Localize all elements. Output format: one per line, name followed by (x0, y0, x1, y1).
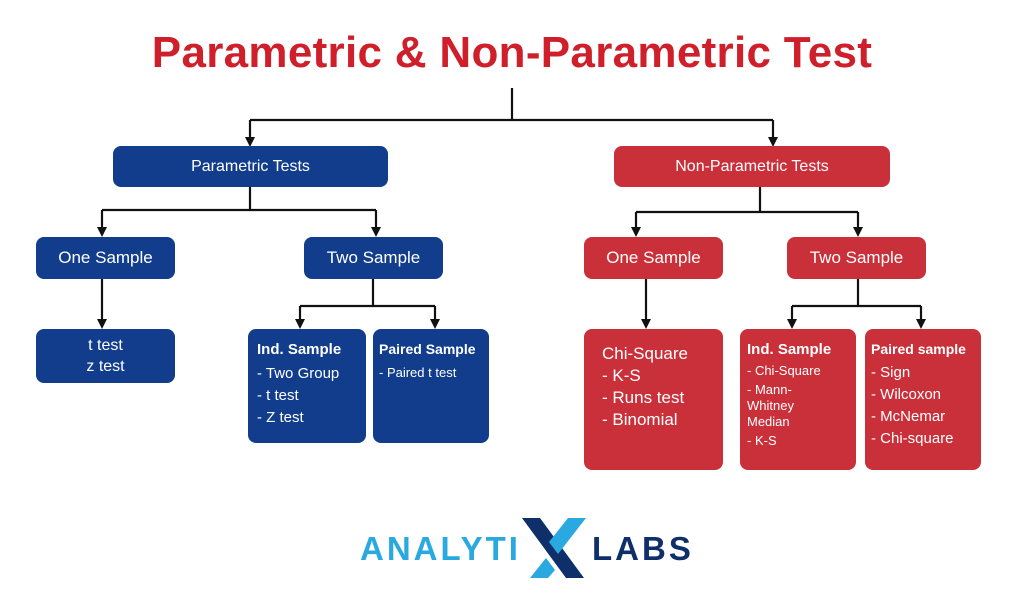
logo-word-analyti: ANALYTI (360, 530, 521, 567)
test-item: - t test (257, 387, 299, 404)
test-item: - Chi-Square (747, 363, 821, 378)
logo-x-mark-icon (518, 514, 590, 582)
test-item: - K-S (747, 433, 777, 448)
np-ind-sample-heading: Ind. Sample (747, 341, 832, 358)
p-two-sample-node (304, 237, 443, 279)
p-one-sample-label: One Sample (58, 248, 153, 267)
np-paired-sample-box (865, 329, 981, 470)
non-parametric-tests-node (614, 146, 890, 187)
p-one-sample-node (36, 237, 175, 279)
analytixlabs-logo (0, 512, 1024, 582)
test-item: - McNemar (871, 408, 946, 425)
p-two-sample-label: Two Sample (326, 248, 421, 267)
test-item: - K-S (602, 366, 641, 385)
test-item: - Chi-square (871, 430, 954, 447)
test-item: - Binomial (602, 410, 678, 429)
test-item: - Z test (257, 409, 304, 426)
test-item: - Sign (871, 364, 911, 381)
non-parametric-tests-label: Non-Parametric Tests (675, 157, 829, 175)
np-one-sample-label: One Sample (606, 248, 701, 267)
test-item: Chi-Square (602, 344, 688, 363)
np-one-sample-node (584, 237, 723, 279)
p-paired-sample-box (373, 329, 489, 443)
test-item: - Wilcoxon (871, 386, 942, 403)
test-item: z test (86, 358, 125, 375)
np-one-sample-tests (584, 329, 723, 470)
test-item: t test (88, 337, 123, 354)
p-one-sample-tests (36, 329, 175, 383)
test-item: - Mann-Whitney Median (747, 382, 794, 429)
p-ind-sample-box (248, 329, 366, 443)
test-item: - Two Group (257, 365, 340, 382)
np-ind-sample-box (740, 329, 856, 470)
parametric-tests-node (113, 146, 388, 187)
np-two-sample-label: Two Sample (809, 248, 904, 267)
test-item: - Runs test (602, 388, 685, 407)
logo-word-labs: LABS (592, 530, 694, 567)
diagram-title: Parametric & Non-Parametric Test (151, 28, 873, 77)
np-paired-sample-heading: Paired sample (871, 341, 966, 357)
np-two-sample-node (787, 237, 926, 279)
test-item: - Paired t test (379, 365, 457, 380)
p-paired-sample-heading: Paired Sample (379, 341, 476, 357)
p-ind-sample-heading: Ind. Sample (257, 341, 342, 358)
parametric-tests-label: Parametric Tests (191, 157, 310, 175)
